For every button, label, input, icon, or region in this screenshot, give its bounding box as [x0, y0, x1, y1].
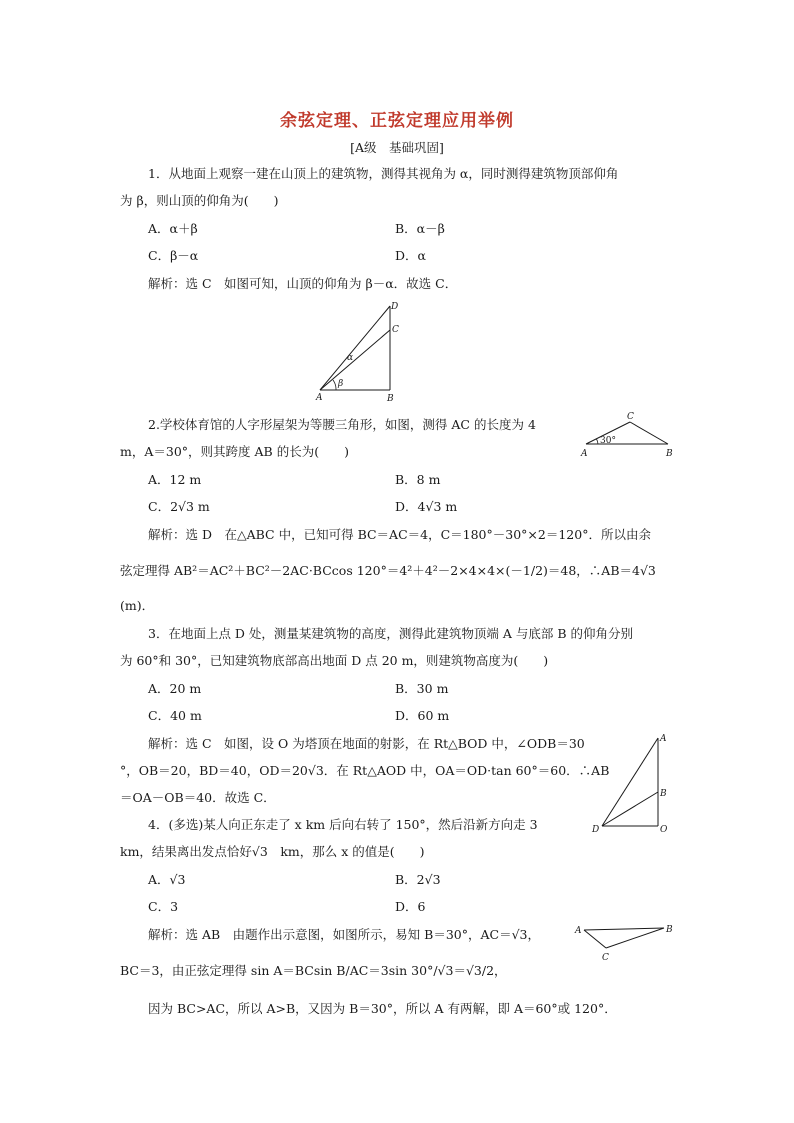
q4-stem-line1: 4．(多选)某人向正东走了 x km 后向右转了 150°，然后沿新方向走 3 — [148, 817, 538, 832]
q4-solution-line1: 解析：选 AB 由题作出示意图，如图所示，易知 B＝30°，AC＝√3， — [148, 927, 541, 942]
q2-option-c: C．2√3 m — [148, 499, 210, 514]
q1-fig-label-alpha: α — [347, 353, 354, 363]
page-title: 余弦定理、正弦定理应用举例 — [280, 111, 514, 131]
q2-fig-label-angle: 30° — [600, 436, 616, 446]
q3-option-b: B．30 m — [395, 681, 449, 696]
q2-fig-label-c: C — [627, 412, 634, 422]
q1-fig-label-a: A — [316, 393, 323, 403]
q4-solution-line2: BC＝3，由正弦定理得 sin A＝BCsin B/AC＝3sin 30°/√3＝√3/2， — [120, 963, 507, 978]
q2-solution-line2: 弦定理得 AB²＝AC²＋BC²－2AC·BCcos 120°＝4²＋4²－2×4×4×(－1/2)＝48，∴AB＝4√3 — [120, 563, 656, 578]
section-level: [A级 基础巩固] — [350, 140, 444, 155]
q1-fig-label-d: D — [391, 302, 399, 312]
q4-option-d: D．6 — [395, 899, 426, 914]
q2-option-b: B．8 m — [395, 472, 441, 487]
q3-option-d: D．60 m — [395, 708, 450, 723]
q4-solution-line3: 因为 BC>AC，所以 A>B，又因为 B＝30°，所以 A 有两解，即 A＝60°或 120°． — [148, 1001, 617, 1016]
q4-fig-label-c: C — [602, 953, 609, 963]
q3-figure — [590, 728, 680, 840]
q1-option-c: C．β－α — [148, 248, 199, 263]
q1-option-d: D．α — [395, 248, 426, 263]
q3-fig-label-o: O — [660, 825, 668, 835]
q3-solution-line2: °，OB＝20，BD＝40，OD＝20√3．在 Rt△AOD 中，OA＝OD·tan 60°＝60．∴AB — [120, 763, 610, 778]
q4-option-a: A．√3 — [148, 872, 186, 887]
q4-figure — [572, 918, 682, 968]
q3-stem-line1: 3．在地面上点 D 处，测量某建筑物的高度，测得此建筑物顶端 A 与底部 B 的仰角分别 — [148, 626, 634, 641]
q1-fig-label-b: B — [387, 394, 394, 404]
q3-option-a: A．20 m — [148, 681, 202, 696]
q3-option-c: C．40 m — [148, 708, 202, 723]
q3-solution-line3: ＝OA－OB＝40．故选 C． — [120, 790, 276, 805]
q3-fig-label-d: D — [592, 825, 600, 835]
q4-option-c: C．3 — [148, 899, 179, 914]
q2-solution-line1: 解析：选 D 在△ABC 中，已知可得 BC＝AC＝4，C＝180°－30°×2＝120°．所以由余 — [148, 527, 651, 542]
q3-solution-line1: 解析：选 C 如图，设 O 为塔顶在地面的射影，在 Rt△BOD 中，∠ODB＝30 — [148, 736, 585, 751]
q2-stem-line1: 2.学校体育馆的人字形屋架为等腰三角形，如图，测得 AC 的长度为 4 — [148, 417, 536, 432]
q2-option-d: D．4√3 m — [395, 499, 458, 514]
q4-fig-label-b: B — [666, 925, 673, 935]
q1-stem-line2: 为 β，则山顶的仰角为( ) — [120, 193, 279, 208]
q1-stem-line1: 1．从地面上观察一建在山顶上的建筑物，测得其视角为 α，同时测得建筑物顶部仰角 — [148, 166, 619, 181]
q2-figure — [578, 410, 678, 460]
q2-option-a: A．12 m — [148, 472, 202, 487]
q1-solution: 解析：选 C 如图可知，山顶的仰角为 β－α．故选 C． — [148, 276, 458, 291]
q1-option-a: A．α＋β — [148, 221, 198, 236]
q2-fig-label-b: B — [666, 449, 673, 459]
q2-fig-label-a: A — [581, 449, 588, 459]
q1-fig-label-beta: β — [338, 379, 344, 389]
q3-fig-label-b: B — [660, 789, 667, 799]
q1-option-b: B．α－β — [395, 221, 445, 236]
q2-solution-line3: (m)． — [120, 598, 155, 613]
q4-stem-line2: km，结果离出发点恰好√3 km，那么 x 的值是( ) — [120, 844, 425, 859]
q4-option-b: B．2√3 — [395, 872, 441, 887]
q2-stem-line2: m，A＝30°，则其跨度 AB 的长为( ) — [120, 444, 349, 459]
q3-stem-line2: 为 60°和 30°，已知建筑物底部高出地面 D 点 20 m，则建筑物高度为( ) — [120, 653, 549, 668]
q1-figure — [310, 298, 410, 406]
q3-fig-label-a: A — [660, 734, 667, 744]
q4-fig-label-a: A — [575, 926, 582, 936]
q1-fig-label-c: C — [392, 325, 399, 335]
